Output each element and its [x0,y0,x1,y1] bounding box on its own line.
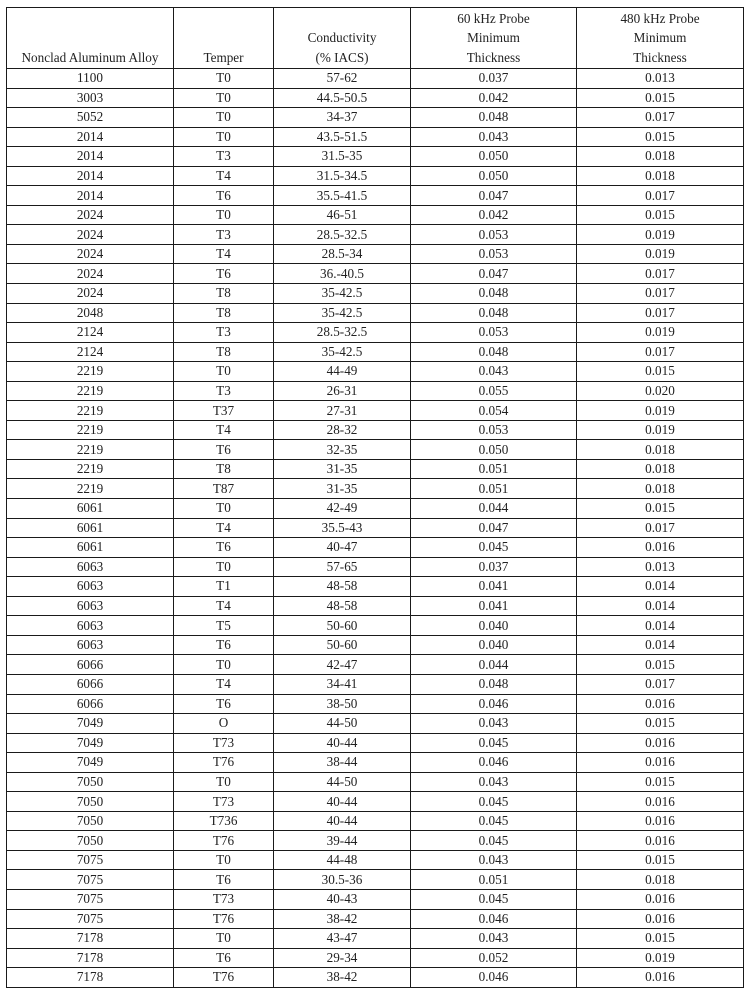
cell-alloy: 2124 [7,323,174,343]
cell-480khz-thickness: 0.015 [577,714,744,734]
table-row [7,714,744,734]
cell-conductivity: 40-44 [274,792,411,812]
cell-alloy: 7050 [7,811,174,831]
table-row [7,694,744,714]
cell-conductivity: 35-42.5 [274,303,411,323]
cell-60khz-thickness: 0.043 [411,362,577,382]
cell-480khz-thickness: 0.018 [577,440,744,460]
cell-temper: T6 [174,440,274,460]
cell-60khz-thickness: 0.043 [411,772,577,792]
cell-60khz-thickness: 0.037 [411,69,577,89]
cell-temper: T4 [174,674,274,694]
cell-alloy: 7049 [7,753,174,773]
cell-480khz-thickness: 0.018 [577,166,744,186]
cell-60khz-thickness: 0.055 [411,381,577,401]
cell-temper: T76 [174,968,274,988]
table-row [7,459,744,479]
cell-temper: T6 [174,870,274,890]
cell-480khz-thickness: 0.015 [577,850,744,870]
cell-alloy: 2219 [7,362,174,382]
cell-conductivity: 28.5-32.5 [274,225,411,245]
table-row [7,225,744,245]
cell-alloy: 7075 [7,850,174,870]
table-row [7,929,744,949]
cell-conductivity: 46-51 [274,205,411,225]
cell-480khz-thickness: 0.016 [577,792,744,812]
table-row [7,127,744,147]
table-row [7,264,744,284]
cell-alloy: 6061 [7,538,174,558]
cell-60khz-thickness: 0.041 [411,577,577,597]
cell-alloy: 7050 [7,831,174,851]
table-row [7,166,744,186]
cell-conductivity: 43.5-51.5 [274,127,411,147]
cell-60khz-thickness: 0.040 [411,616,577,636]
table-row [7,284,744,304]
cell-conductivity: 34-41 [274,674,411,694]
table-row [7,244,744,264]
cell-temper: T0 [174,69,274,89]
table-row [7,479,744,499]
cell-alloy: 7178 [7,968,174,988]
cell-conductivity: 38-50 [274,694,411,714]
cell-conductivity: 35-42.5 [274,342,411,362]
cell-conductivity: 27-31 [274,401,411,421]
table-row [7,401,744,421]
cell-480khz-thickness: 0.013 [577,69,744,89]
cell-alloy: 2124 [7,342,174,362]
cell-60khz-thickness: 0.045 [411,733,577,753]
cell-temper: T3 [174,147,274,167]
cell-temper: T4 [174,166,274,186]
table-row [7,577,744,597]
table-row [7,108,744,128]
cell-480khz-thickness: 0.016 [577,811,744,831]
cell-conductivity: 38-42 [274,909,411,929]
cell-480khz-thickness: 0.014 [577,616,744,636]
cell-conductivity: 36.-40.5 [274,264,411,284]
cell-60khz-thickness: 0.043 [411,850,577,870]
table-row [7,850,744,870]
cell-temper: T6 [174,694,274,714]
table-row [7,674,744,694]
cell-480khz-thickness: 0.014 [577,635,744,655]
cell-480khz-thickness: 0.017 [577,303,744,323]
cell-conductivity: 38-42 [274,968,411,988]
table-row [7,831,744,851]
header-60khz-thickness: 60 kHz Probe Minimum Thickness [411,8,577,69]
cell-480khz-thickness: 0.017 [577,108,744,128]
cell-temper: T4 [174,420,274,440]
cell-conductivity: 42-49 [274,499,411,519]
cell-60khz-thickness: 0.042 [411,205,577,225]
cell-conductivity: 28.5-34 [274,244,411,264]
cell-alloy: 2219 [7,440,174,460]
cell-temper: O [174,714,274,734]
cell-480khz-thickness: 0.015 [577,362,744,382]
table-row [7,518,744,538]
cell-480khz-thickness: 0.018 [577,479,744,499]
table-row [7,772,744,792]
table-row [7,381,744,401]
cell-alloy: 2024 [7,284,174,304]
cell-60khz-thickness: 0.046 [411,753,577,773]
table-row [7,499,744,519]
cell-60khz-thickness: 0.037 [411,557,577,577]
cell-480khz-thickness: 0.015 [577,127,744,147]
cell-temper: T4 [174,518,274,538]
cell-temper: T73 [174,733,274,753]
table-row [7,870,744,890]
cell-conductivity: 50-60 [274,635,411,655]
cell-conductivity: 28.5-32.5 [274,323,411,343]
table-row [7,596,744,616]
cell-alloy: 7049 [7,714,174,734]
cell-480khz-thickness: 0.016 [577,831,744,851]
cell-480khz-thickness: 0.014 [577,596,744,616]
cell-conductivity: 35.5-43 [274,518,411,538]
cell-temper: T736 [174,811,274,831]
table-row [7,440,744,460]
cell-alloy: 2219 [7,401,174,421]
table-row [7,342,744,362]
cell-60khz-thickness: 0.048 [411,303,577,323]
cell-alloy: 1100 [7,69,174,89]
cell-conductivity: 39-44 [274,831,411,851]
cell-conductivity: 44-50 [274,772,411,792]
cell-conductivity: 40-44 [274,733,411,753]
cell-alloy: 6061 [7,499,174,519]
cell-60khz-thickness: 0.050 [411,440,577,460]
cell-480khz-thickness: 0.019 [577,225,744,245]
cell-alloy: 2014 [7,127,174,147]
cell-60khz-thickness: 0.053 [411,225,577,245]
cell-alloy: 7050 [7,792,174,812]
cell-60khz-thickness: 0.045 [411,538,577,558]
cell-60khz-thickness: 0.045 [411,889,577,909]
cell-conductivity: 28-32 [274,420,411,440]
table-row [7,616,744,636]
cell-temper: T0 [174,499,274,519]
cell-alloy: 2024 [7,225,174,245]
cell-480khz-thickness: 0.019 [577,244,744,264]
cell-alloy: 7075 [7,909,174,929]
cell-60khz-thickness: 0.045 [411,811,577,831]
table-row [7,186,744,206]
table-row [7,147,744,167]
cell-conductivity: 35.5-41.5 [274,186,411,206]
cell-temper: T0 [174,362,274,382]
cell-60khz-thickness: 0.051 [411,459,577,479]
cell-60khz-thickness: 0.047 [411,264,577,284]
cell-alloy: 2219 [7,381,174,401]
cell-conductivity: 34-37 [274,108,411,128]
cell-temper: T6 [174,635,274,655]
cell-480khz-thickness: 0.018 [577,870,744,890]
cell-480khz-thickness: 0.018 [577,459,744,479]
cell-alloy: 2014 [7,166,174,186]
cell-conductivity: 43-47 [274,929,411,949]
cell-temper: T87 [174,479,274,499]
cell-480khz-thickness: 0.017 [577,264,744,284]
cell-temper: T6 [174,264,274,284]
cell-conductivity: 40-44 [274,811,411,831]
header-temper: Temper [174,8,274,69]
cell-conductivity: 32-35 [274,440,411,460]
cell-60khz-thickness: 0.047 [411,518,577,538]
cell-alloy: 6061 [7,518,174,538]
table-row [7,889,744,909]
cell-alloy: 2024 [7,205,174,225]
cell-480khz-thickness: 0.015 [577,499,744,519]
cell-alloy: 2014 [7,186,174,206]
cell-480khz-thickness: 0.016 [577,968,744,988]
cell-480khz-thickness: 0.015 [577,772,744,792]
cell-alloy: 6066 [7,655,174,675]
cell-temper: T3 [174,381,274,401]
cell-60khz-thickness: 0.053 [411,244,577,264]
cell-alloy: 2219 [7,420,174,440]
cell-conductivity: 44-50 [274,714,411,734]
cell-temper: T0 [174,557,274,577]
table-row [7,811,744,831]
cell-conductivity: 44.5-50.5 [274,88,411,108]
table-row [7,792,744,812]
header-480khz-thickness: 480 kHz Probe Minimum Thickness [577,8,744,69]
cell-480khz-thickness: 0.018 [577,147,744,167]
cell-alloy: 2014 [7,147,174,167]
cell-480khz-thickness: 0.019 [577,420,744,440]
cell-conductivity: 29-34 [274,948,411,968]
cell-alloy: 6063 [7,596,174,616]
table-row [7,948,744,968]
table-row [7,753,744,773]
cell-temper: T76 [174,831,274,851]
table-row [7,323,744,343]
cell-alloy: 6066 [7,674,174,694]
cell-temper: T8 [174,342,274,362]
cell-conductivity: 38-44 [274,753,411,773]
cell-temper: T76 [174,753,274,773]
cell-60khz-thickness: 0.051 [411,870,577,890]
cell-60khz-thickness: 0.046 [411,909,577,929]
table-row [7,69,744,89]
alloy-thickness-table [6,7,744,988]
cell-480khz-thickness: 0.019 [577,323,744,343]
header-alloy: Nonclad Aluminum Alloy [7,8,174,69]
cell-temper: T0 [174,929,274,949]
cell-alloy: 2219 [7,479,174,499]
cell-temper: T3 [174,225,274,245]
cell-temper: T0 [174,772,274,792]
cell-480khz-thickness: 0.016 [577,538,744,558]
cell-temper: T5 [174,616,274,636]
cell-60khz-thickness: 0.052 [411,948,577,968]
cell-60khz-thickness: 0.050 [411,147,577,167]
cell-480khz-thickness: 0.016 [577,753,744,773]
cell-60khz-thickness: 0.044 [411,655,577,675]
cell-temper: T1 [174,577,274,597]
cell-480khz-thickness: 0.016 [577,889,744,909]
cell-60khz-thickness: 0.047 [411,186,577,206]
cell-conductivity: 44-49 [274,362,411,382]
table-row [7,205,744,225]
cell-temper: T0 [174,88,274,108]
cell-60khz-thickness: 0.041 [411,596,577,616]
table-row [7,303,744,323]
cell-60khz-thickness: 0.042 [411,88,577,108]
cell-alloy: 2024 [7,264,174,284]
cell-480khz-thickness: 0.019 [577,948,744,968]
cell-temper: T4 [174,244,274,264]
cell-alloy: 7178 [7,929,174,949]
cell-480khz-thickness: 0.014 [577,577,744,597]
cell-temper: T76 [174,909,274,929]
cell-60khz-thickness: 0.043 [411,127,577,147]
cell-temper: T0 [174,127,274,147]
cell-temper: T3 [174,323,274,343]
cell-60khz-thickness: 0.053 [411,323,577,343]
cell-alloy: 5052 [7,108,174,128]
cell-alloy: 7178 [7,948,174,968]
cell-temper: T73 [174,889,274,909]
table-row [7,733,744,753]
cell-alloy: 6063 [7,635,174,655]
cell-480khz-thickness: 0.016 [577,733,744,753]
table-row [7,420,744,440]
cell-60khz-thickness: 0.048 [411,342,577,362]
cell-60khz-thickness: 0.046 [411,968,577,988]
cell-conductivity: 30.5-36 [274,870,411,890]
cell-alloy: 2219 [7,459,174,479]
cell-alloy: 7075 [7,889,174,909]
table-row [7,635,744,655]
cell-480khz-thickness: 0.015 [577,88,744,108]
cell-conductivity: 57-62 [274,69,411,89]
cell-60khz-thickness: 0.044 [411,499,577,519]
table-row [7,968,744,988]
cell-60khz-thickness: 0.046 [411,694,577,714]
table-row [7,557,744,577]
cell-temper: T37 [174,401,274,421]
cell-60khz-thickness: 0.048 [411,674,577,694]
cell-temper: T8 [174,459,274,479]
cell-60khz-thickness: 0.053 [411,420,577,440]
cell-alloy: 3003 [7,88,174,108]
cell-480khz-thickness: 0.013 [577,557,744,577]
cell-alloy: 7075 [7,870,174,890]
cell-temper: T6 [174,186,274,206]
cell-60khz-thickness: 0.045 [411,831,577,851]
cell-temper: T0 [174,205,274,225]
cell-temper: T73 [174,792,274,812]
cell-conductivity: 26-31 [274,381,411,401]
cell-alloy: 6063 [7,557,174,577]
cell-temper: T6 [174,538,274,558]
cell-480khz-thickness: 0.017 [577,674,744,694]
cell-60khz-thickness: 0.043 [411,714,577,734]
cell-conductivity: 35-42.5 [274,284,411,304]
cell-conductivity: 57-65 [274,557,411,577]
cell-temper: T0 [174,655,274,675]
cell-conductivity: 31-35 [274,479,411,499]
cell-60khz-thickness: 0.054 [411,401,577,421]
cell-480khz-thickness: 0.017 [577,186,744,206]
cell-conductivity: 44-48 [274,850,411,870]
cell-480khz-thickness: 0.017 [577,518,744,538]
cell-alloy: 7050 [7,772,174,792]
cell-480khz-thickness: 0.015 [577,929,744,949]
cell-alloy: 2048 [7,303,174,323]
cell-alloy: 6063 [7,616,174,636]
cell-conductivity: 48-58 [274,596,411,616]
cell-60khz-thickness: 0.050 [411,166,577,186]
table-row [7,362,744,382]
cell-conductivity: 31.5-34.5 [274,166,411,186]
cell-conductivity: 48-58 [274,577,411,597]
cell-temper: T0 [174,108,274,128]
cell-60khz-thickness: 0.048 [411,108,577,128]
cell-alloy: 2024 [7,244,174,264]
cell-temper: T6 [174,948,274,968]
cell-conductivity: 50-60 [274,616,411,636]
cell-480khz-thickness: 0.019 [577,401,744,421]
cell-alloy: 6066 [7,694,174,714]
header-row [7,8,744,69]
cell-480khz-thickness: 0.020 [577,381,744,401]
cell-temper: T4 [174,596,274,616]
cell-60khz-thickness: 0.040 [411,635,577,655]
cell-conductivity: 40-47 [274,538,411,558]
cell-temper: T8 [174,284,274,304]
cell-alloy: 6063 [7,577,174,597]
cell-60khz-thickness: 0.045 [411,792,577,812]
cell-temper: T8 [174,303,274,323]
cell-conductivity: 42-47 [274,655,411,675]
cell-480khz-thickness: 0.016 [577,909,744,929]
cell-480khz-thickness: 0.015 [577,655,744,675]
table-row [7,538,744,558]
cell-480khz-thickness: 0.017 [577,284,744,304]
header-conductivity: Conductivity (% IACS) [274,8,411,69]
cell-60khz-thickness: 0.051 [411,479,577,499]
cell-conductivity: 40-43 [274,889,411,909]
table-row [7,909,744,929]
cell-480khz-thickness: 0.017 [577,342,744,362]
table-body [7,69,744,988]
cell-60khz-thickness: 0.048 [411,284,577,304]
table-row [7,88,744,108]
cell-temper: T0 [174,850,274,870]
cell-alloy: 7049 [7,733,174,753]
cell-60khz-thickness: 0.043 [411,929,577,949]
cell-conductivity: 31.5-35 [274,147,411,167]
table-row [7,655,744,675]
cell-conductivity: 31-35 [274,459,411,479]
cell-480khz-thickness: 0.015 [577,205,744,225]
cell-480khz-thickness: 0.016 [577,694,744,714]
